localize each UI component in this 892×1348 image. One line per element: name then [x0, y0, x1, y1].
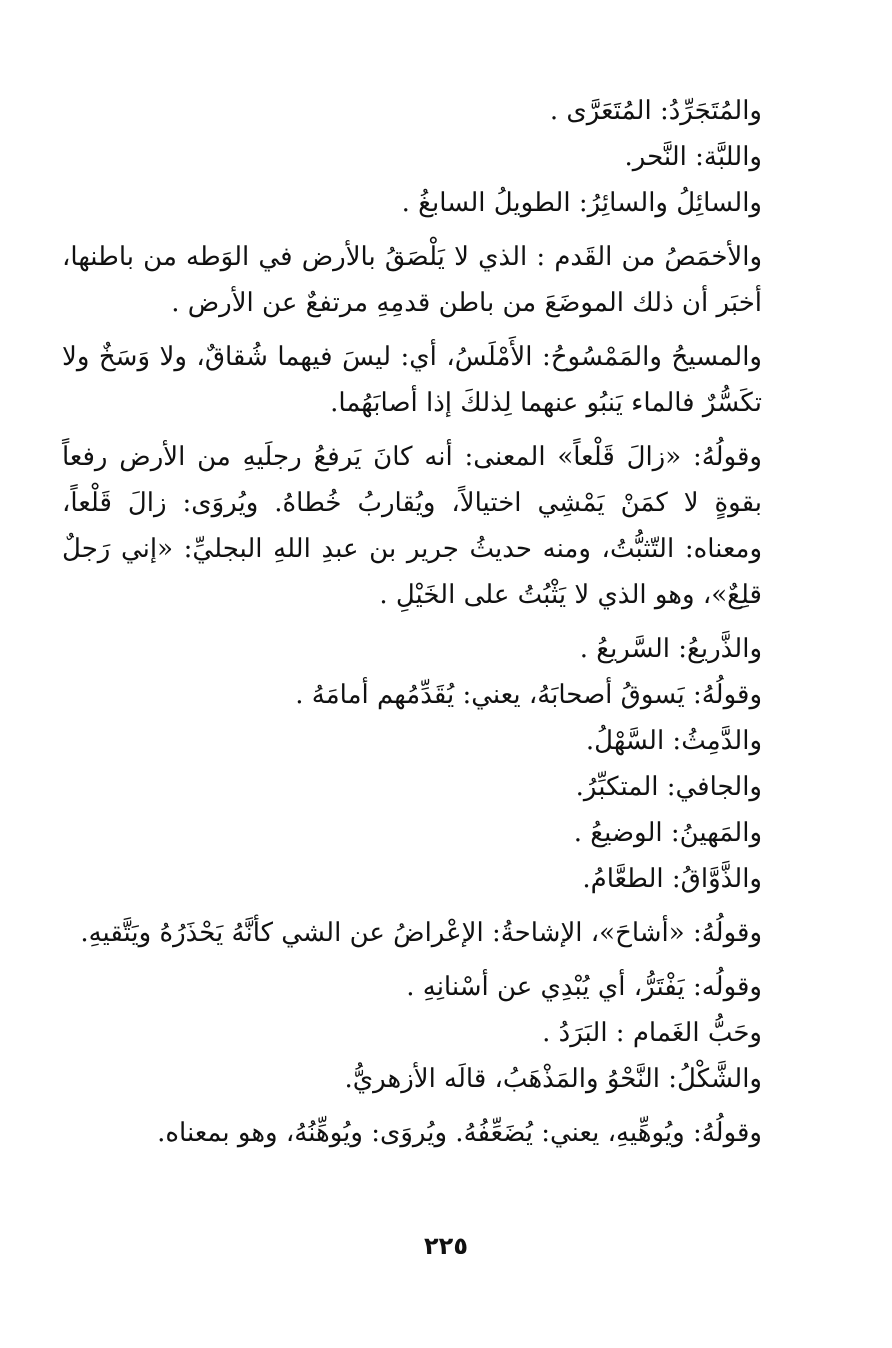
paragraph: واللبَّة: النَّحر.: [624, 142, 762, 172]
paragraph: وقولُهُ: يَسوقُ أصحابَهُ، يعني: يُقَدِّمُهم أمامَهُ .: [295, 680, 762, 710]
page-text: [62, 88, 762, 1156]
paragraph: والذَّريعُ: السَّريعُ .: [579, 634, 762, 664]
paragraph: والشَّكْلُ: النَّحْوُ والمَذْهَبُ، قالَه الأزهريُّ.: [344, 1064, 762, 1094]
paragraph: والدَّمِثُ: السَّهْلُ.: [585, 726, 762, 756]
paragraph: والمُتَجَرِّدُ: المُتَعَرَّى .: [549, 96, 762, 126]
paragraph: وقولُهُ: ويُوهِّيهِ، يعني: يُضَعِّفُهُ. ويُروَى: ويُوهِّنُهُ، وهو بمعناه.: [157, 1118, 762, 1148]
paragraph: والأخمَصُ من القَدم : الذي لا يَلْصَقُ بالأرض في الوَطه من باطنها، أخبَر أن ذلك الموضَعَ من باطن قدمِهِ مرتفعٌ عن الأرض .: [62, 242, 762, 318]
page-number: ٢٢٥: [424, 1232, 468, 1260]
paragraph: والمَهينُ: الوضيعُ .: [573, 818, 762, 848]
paragraph: وقولُه: يَفْتَرُّ، أي يُبْدِي عن أسْنانِهِ .: [406, 972, 762, 1002]
paragraph: والجافي: المتكبِّرُ.: [575, 772, 762, 802]
paragraph: وقولُهُ: «زالَ قَلْعاً» المعنى: أنه كانَ يَرفعُ رجلَيهِ من الأرض رفعاً بقوةٍ لا كمَنْ يَمْشِي اختيالاً، ويُقاربُ خُطاهُ. ويُروَى: زالَ قَلْعاً، ومعناه: التّثبُّتُ، ومنه حديثُ جرير بن عبدِ اللهِ البجليِّ: «إني رَجلٌ قلِعٌ»، وهو الذي لا يَثْبُتُ على الخَيْلِ .: [62, 442, 762, 610]
paragraph: وقولُهُ: «أشاحَ»، الإشاحةُ: الإعْراضُ عن الشي كأنَّهُ يَحْذَرُهُ ويَتَّقيهِ.: [80, 918, 762, 948]
paragraph: والسائِلُ والسائِرُ: الطويلُ السابغُ .: [401, 188, 762, 218]
paragraph: والذَّوَّاقُ: الطعَّامُ.: [582, 864, 762, 894]
paragraph: والمسيحُ والمَمْسُوحُ: الأَمْلَسُ، أي: ليسَ فيهما شُقاقٌ، ولا وَسَخٌ ولا تكَسُّرٌ فالماء يَنبُو عنهما لِذلكَ إذا أصابَهُما.: [62, 342, 762, 418]
paragraph: وحَبُّ الغَمام : البَرَدُ .: [542, 1018, 762, 1048]
